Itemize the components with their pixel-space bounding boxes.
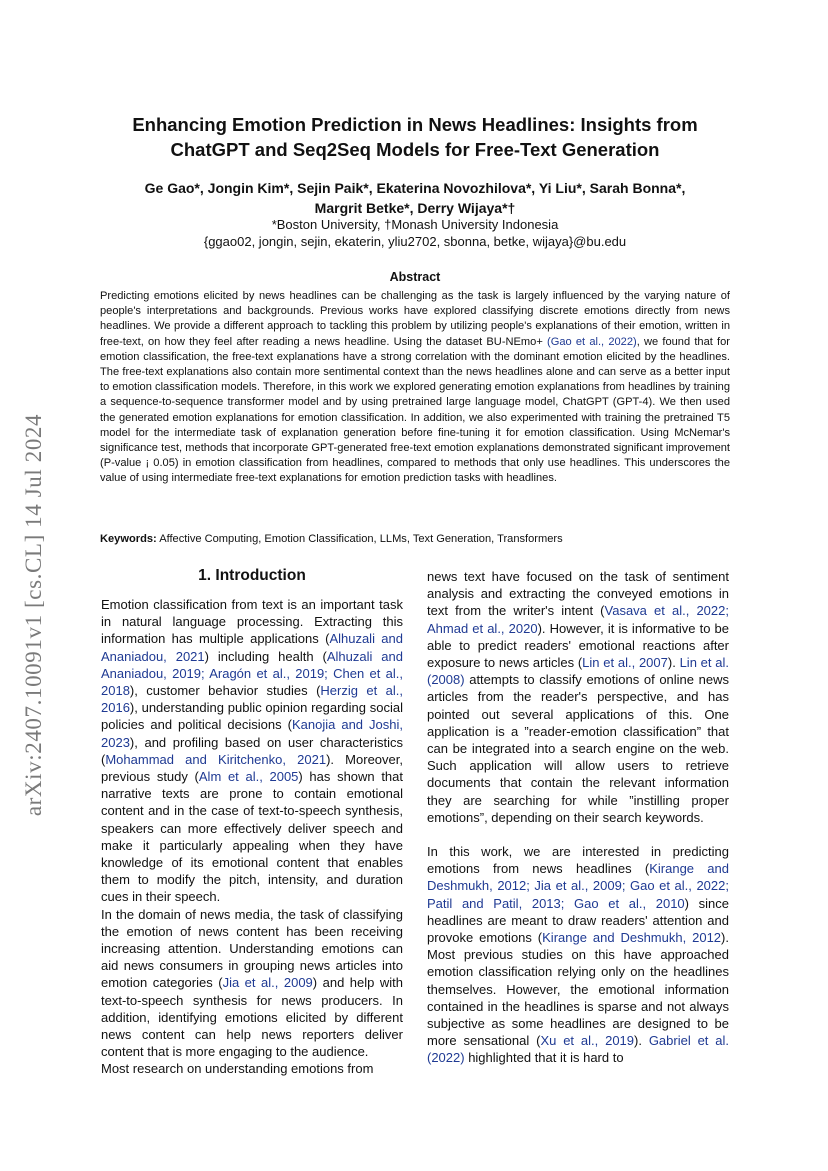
- affiliation-line: *Boston University, †Monash University Indonesia: [271, 217, 559, 232]
- affiliations: [100, 216, 730, 250]
- text-span: news text have focused on the task of sentiment analysis and extracting the conveyed emotions in text from the writer's intent (: [427, 569, 729, 619]
- text-span: ). Moreover, previous study (: [101, 751, 403, 785]
- text-span: ).: [667, 655, 680, 671]
- arxiv-identifier-text: arXiv:2407.10091v1 [cs.CL] 14 Jul 2024: [21, 413, 46, 817]
- text-span: attempts to classify emotions of online news articles from the reader's perspective, and has pointed out several applications of this. One application is a ”reader-emotion classification” that can be integrated into a search engine on the web. Such application will allow users to retrieve documents that contain the relevant information they are searching for while ”instilling proper emotions”, depending on their search keywords.: [427, 672, 729, 825]
- citation-link[interactable]: Kirange and Deshmukh, 2012; Jia et al., 2009; Gao et al., 2022; Patil and Patil, 2013; Gao et al., 2010: [427, 861, 729, 911]
- arxiv-identifier: [14, 370, 54, 860]
- text-span: In the domain of news media, the task of classifying the emotion of news content has been receiving increasing attention. Understanding emotions can aid news consumers in grouping news articles into emotion categories (: [101, 906, 403, 991]
- abstract-text-a: Predicting emotions elicited by news headlines can be challenging as the task is largely influenced by the varying nature of people's interpretations and backgrounds. Previous works have explored classifying discrete emotions directly from news headlines. We provide a different approach to tackling this problem by utilizing people's explanations of their emotion, written in free-text, on how they feel after reading a news headline. Using the dataset BU-NEmo+: [100, 290, 730, 348]
- citation-link[interactable]: Xu et al., 2019: [540, 1033, 635, 1049]
- intro-paragraph-4: [427, 568, 729, 826]
- citation-link[interactable]: Alhuzali and Ananiadou, 2019; Aragón et al., 2019; Chen et al., 2018: [101, 648, 403, 699]
- intro-paragraph-5: [427, 843, 729, 1067]
- text-span: ) and help with text-to-speech synthesis for news producers. In addition, identifying emotions elicited by different news content can help news reporters deliver content that is more engaging to the audience.: [101, 975, 403, 1060]
- text-span: ). However, it is informative to be able to predict readers' emotional reactions after exposure to news articles (: [427, 620, 729, 671]
- text-span: ) including health (: [204, 648, 327, 664]
- intro-paragraph-2: [101, 906, 403, 1061]
- keywords-line: [100, 533, 730, 545]
- abstract-text-b: , we found that for emotion classification, the free-text explanations have a strong correlation with the dominant emotion elicited by the headlines. The free-text explanations also contain more sentimental context than the news headlines alone and can serve as a better input to emotion classification models. Therefore, in this work we explored generating emotion explanations from headlines by training a sequence-to-sequence transformer model and by using pretrained large language model, ChatGPT (GPT-4). We then used the generated emotion explanations for emotion classification. In addition, we also experimented with training the pretrained T5 model for the intermediate task of explanation generation before fine-tuning it for emotion classification. Using McNemar's significance test, methods that incorporate GPT-generated free-text emotion explanations demonstrated significant improvement (P-value ¡ 0.05) in emotion classification from headlines, compared to methods that only use headlines. This underscores the value of using intermediate free-text explanations for emotion prediction tasks with headlines.: [100, 335, 730, 485]
- text-span: ). Most previous studies on this have approached emotion classification relying only on the headlines themselves. However, the emotional information contained in the headlines is sparse and not always subjective as some headlines are designed to be more sensational (: [427, 930, 729, 1049]
- section-heading-introduction: 1. Introduction: [198, 567, 306, 584]
- citation-link[interactable]: Kirange and Deshmukh, 2012: [542, 930, 722, 946]
- right-column: [427, 568, 729, 1067]
- text-span: ) since headlines are meant to draw readers' attention and provoke emotions (: [427, 895, 730, 946]
- text-span: ), customer behavior studies (: [129, 683, 321, 699]
- citation-link[interactable]: Alhuzali and Ananiadou, 2021: [101, 631, 403, 664]
- keywords-label: Keywords:: [100, 533, 157, 545]
- paper-title: Enhancing Emotion Prediction in News Headlines: Insights from ChatGPT and Seq2Seq Models for Free-Text Generation: [132, 114, 698, 160]
- citation-link[interactable]: Jia et al., 2009: [222, 975, 313, 991]
- email-line: {ggao02, jongin, sejin, ekaterin, yliu2702, sbonna, betke, wijaya}@bu.edu: [203, 234, 627, 249]
- text-span: ).: [634, 1033, 649, 1049]
- author-list: [100, 178, 730, 218]
- text-span: highlighted that it is hard to: [464, 1050, 624, 1066]
- authors-line-1: Ge Gao*, Jongin Kim*, Sejin Paik*, Ekaterina Novozhilova*, Yi Liu*, Sarah Bonna*,: [144, 180, 686, 196]
- abstract-heading: Abstract: [389, 270, 441, 284]
- intro-paragraph-3: Most research on understanding emotions from: [101, 1061, 374, 1077]
- text-span: In this work, we are interested in predicting emotions from news headlines (: [427, 844, 729, 877]
- citation-link[interactable]: Alm et al., 2005: [198, 769, 299, 785]
- abstract-body: [100, 289, 730, 487]
- text-span: ), and profiling based on user characteristics (: [101, 734, 403, 767]
- citation-link[interactable]: Mohammad and Kiritchenko, 2021: [105, 751, 327, 767]
- citation-link[interactable]: Herzig et al., 2016: [101, 683, 403, 716]
- text-span: ) has shown that narrative texts are prone to contain emotional content and in the case of text-to-speech synthesis, speakers can more effectively deliver speech and make it particularly appealing when they have knowledge of its emotional content that enables them to modify the pitch, intensity, and duration cues in their speech.: [101, 769, 404, 905]
- citation-link[interactable]: Kanojia and Joshi, 2023: [101, 717, 404, 750]
- text-span: ), understanding public opinion regarding social policies and political decisions (: [101, 700, 403, 733]
- citation-link[interactable]: (Gao et al., 2022): [547, 335, 637, 348]
- keywords-text: Affective Computing, Emotion Classification, LLMs, Text Generation, Transformers: [156, 533, 563, 545]
- intro-paragraph-1: [101, 596, 403, 906]
- left-column: [101, 596, 403, 1078]
- citation-link[interactable]: Lin et al., 2007: [582, 655, 668, 671]
- text-span: Emotion classification from text is an important task in natural language processing. Extracting this information has multiple applications (: [101, 597, 403, 647]
- citation-link[interactable]: Vasava et al., 2022; Ahmad et al., 2020: [427, 603, 729, 636]
- authors-line-2: Margrit Betke*, Derry Wijaya*†: [314, 200, 516, 216]
- citation-link[interactable]: Gabriel et al. (2022): [427, 1033, 729, 1066]
- citation-link[interactable]: Lin et al. (2008): [427, 655, 729, 688]
